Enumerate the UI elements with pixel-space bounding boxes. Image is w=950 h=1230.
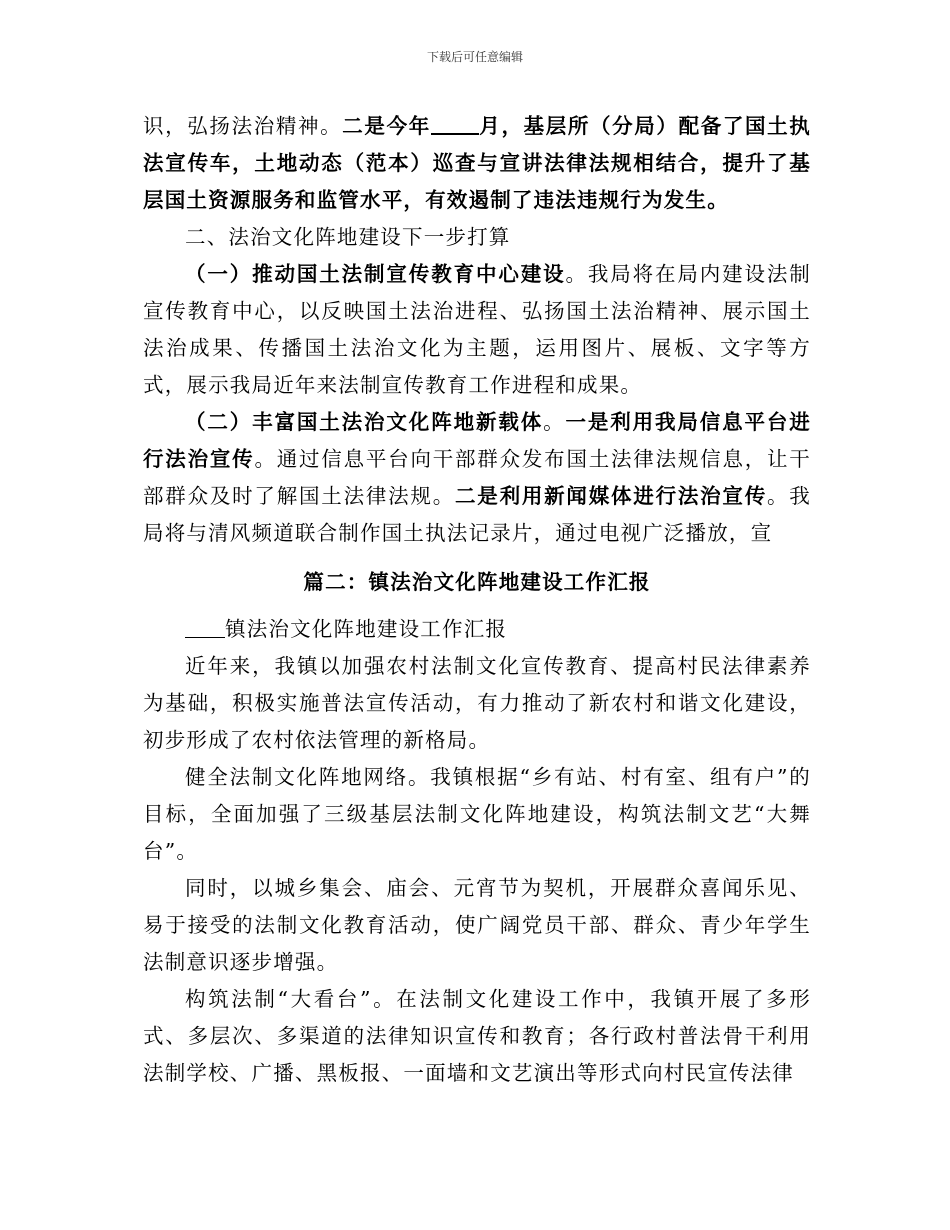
bold-text-run: 二是利用新闻媒体进行法治宣传 (455, 484, 767, 508)
page-header-note: 下载后可任意编辑 (426, 50, 523, 64)
paragraph: 同时，以城乡集会、庙会、元宵节为契机，开展群众喜闻乐见、易于接受的法制文化教育活动，使广阔党员干部、群众、青少年学生法制意识逐步增强。 (143, 876, 811, 974)
paragraph: 构筑法制“大看台”。在法制文化建设工作中，我镇开展了多形式、多层次、多渠道的法律知识宣传和教育；各行政村普法骨干利用法制学校、广播、黑板报、一面墙和文艺演出等形式向村民宣传法律 (143, 987, 811, 1085)
paragraph-continuation (143, 108, 811, 219)
report-subtitle (143, 611, 811, 648)
text-run: 镇法治文化阵地建设工作汇报 (225, 617, 508, 641)
fill-in-blank (431, 113, 479, 135)
fill-in-blank (185, 617, 225, 638)
bold-text-run: 二是今年 (342, 114, 431, 138)
text-run: 。 (543, 410, 566, 434)
subsection-title: （一）推动国土法制宣传教育中心建设 (185, 262, 566, 286)
paragraph: 近年来，我镇以加强农村法制文化宣传教育、提高村民法律素养为基础，积极实施普法宣传活动，有力推动了新农村和谐文化建设，初步形成了农村依法管理的新格局。 (143, 654, 811, 752)
subsection-title: （二）丰富国土法治文化阵地新载体 (185, 410, 544, 434)
text-run: 识，弘扬法治精神。 (143, 114, 343, 138)
bold-text-run: 月，基层所（分局）配备了国土执法宣传车，土地动态（范本）巡查与宣讲法律法规相结合，提升了基层国土资源服务和监管水平，有效遏制了违法违规行为发生。 (143, 114, 811, 212)
paragraph-subsection-1 (143, 256, 811, 404)
paragraph-subsection-2 (143, 404, 811, 552)
paragraph: 健全法制文化阵地网络。我镇根据“乡有站、村有室、组有户”的目标，全面加强了三级基层法制文化阵地建设，构筑法制文艺“大舞台”。 (143, 765, 811, 863)
text-run: 。我局将与清风频道联合制作国土执法记录片，通过电视广泛播放，宣 (143, 484, 811, 545)
document-body (143, 108, 811, 1092)
text-run: 。我局将在局内建设法制宣传教育中心，以反映国土法治进程、弘扬国土法治精神、展示国土法治成果、传播国土法治文化为主题，运用图片、展板、文字等方式，展示我局近年来法制宣传教育工作进程和成果。 (143, 262, 811, 397)
bold-text-run: 一是利用我局信息平台进行法治宣传 (143, 410, 812, 471)
chapter-title: 篇二：镇法治文化阵地建设工作汇报 (303, 570, 651, 594)
text-run: 。通过信息平台向干部群众发布国土法律法规信息，让干部群众及时了解国土法律法规。 (143, 447, 812, 508)
section-heading: 二、法治文化阵地建设下一步打算 (185, 225, 511, 249)
